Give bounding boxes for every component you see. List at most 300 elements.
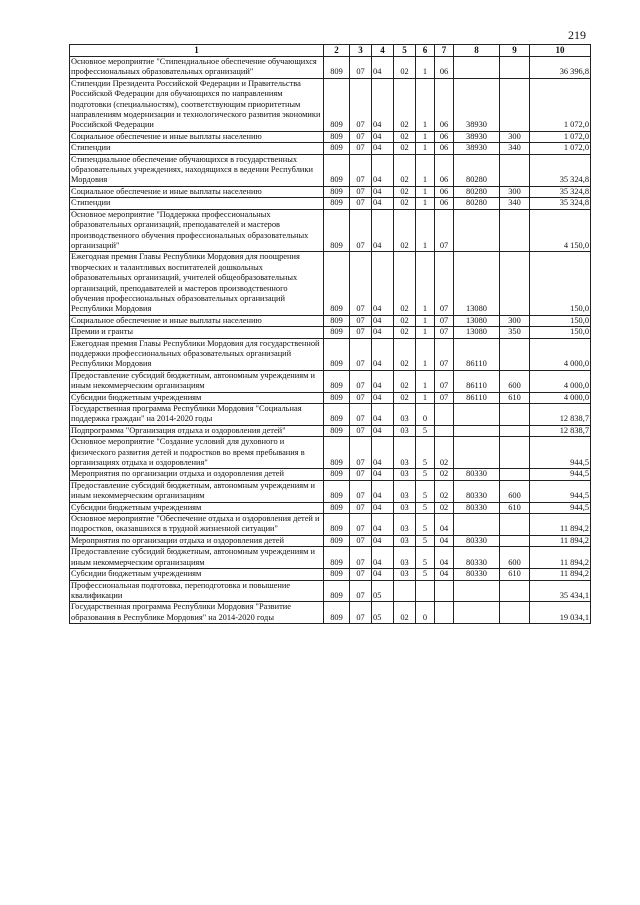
amount-cell: 1 072,0 [530, 131, 591, 142]
column-header: 1 [70, 45, 324, 57]
table-row [70, 392, 591, 403]
table-row [70, 327, 591, 338]
program-cell: 02 [394, 370, 416, 392]
direction-cell [454, 57, 500, 79]
row-name-cell: Основное мероприятие "Стипендиальное обеспечение обучающихся профессиональных образовательных организаций" [70, 57, 324, 79]
amount-cell: 150,0 [530, 327, 591, 338]
expense-type-cell: 610 [500, 392, 530, 403]
subprogram-cell: 5 [416, 469, 435, 480]
subsection-cell: 04 [372, 57, 394, 79]
event-cell: 07 [435, 392, 454, 403]
event-cell: 06 [435, 154, 454, 186]
row-name-cell: Социальное обеспечение и иные выплаты населению [70, 131, 324, 142]
subsection-cell: 04 [372, 514, 394, 536]
subprogram-cell: 1 [416, 57, 435, 79]
subsection-cell: 04 [372, 404, 394, 426]
table-row [70, 198, 591, 209]
direction-cell [454, 404, 500, 426]
event-cell: 07 [435, 327, 454, 338]
ministry-code-cell: 809 [324, 186, 350, 197]
direction-cell: 86110 [454, 370, 500, 392]
subprogram-cell: 0 [416, 404, 435, 426]
row-name-cell: Государственная программа Республики Мордовия "Развитие образования в Республике Мордовия" на 2014-2020 годы [70, 602, 324, 624]
row-name-cell: Субсидии бюджетным учреждениям [70, 392, 324, 403]
subsection-cell: 04 [372, 143, 394, 154]
direction-cell [454, 437, 500, 469]
program-cell: 03 [394, 569, 416, 580]
subprogram-cell: 1 [416, 327, 435, 338]
amount-cell: 150,0 [530, 252, 591, 315]
subsection-cell: 04 [372, 535, 394, 546]
section-cell: 07 [350, 425, 372, 436]
table-row [70, 502, 591, 513]
event-cell: 06 [435, 186, 454, 197]
budget-table [69, 44, 591, 624]
subsection-cell: 04 [372, 569, 394, 580]
expense-type-cell [500, 78, 530, 131]
column-header: 3 [350, 45, 372, 57]
subprogram-cell: 1 [416, 78, 435, 131]
amount-cell: 35 324,8 [530, 154, 591, 186]
direction-cell [454, 514, 500, 536]
column-header: 2 [324, 45, 350, 57]
program-cell: 02 [394, 198, 416, 209]
amount-cell: 11 894,2 [530, 514, 591, 536]
section-cell: 07 [350, 392, 372, 403]
expense-type-cell [500, 580, 530, 602]
row-name-cell: Социальное обеспечение и иные выплаты населению [70, 315, 324, 326]
event-cell: 07 [435, 252, 454, 315]
section-cell: 07 [350, 154, 372, 186]
column-header: 8 [454, 45, 500, 57]
ministry-code-cell: 809 [324, 209, 350, 252]
amount-cell: 4 000,0 [530, 370, 591, 392]
table-row [70, 78, 591, 131]
row-name-cell: Премии и гранты [70, 327, 324, 338]
subprogram-cell: 0 [416, 602, 435, 624]
column-header: 4 [372, 45, 394, 57]
table-row [70, 252, 591, 315]
row-name-cell: Предоставление субсидий бюджетным, автономным учреждениям и иным некоммерческим организациям [70, 547, 324, 569]
amount-cell: 1 072,0 [530, 78, 591, 131]
amount-cell: 35 324,8 [530, 198, 591, 209]
row-name-cell: Предоставление субсидий бюджетным, автономным учреждениям и иным некоммерческим организациям [70, 480, 324, 502]
ministry-code-cell: 809 [324, 569, 350, 580]
row-name-cell: Субсидии бюджетным учреждениям [70, 569, 324, 580]
subsection-cell: 04 [372, 480, 394, 502]
ministry-code-cell: 809 [324, 143, 350, 154]
table-row [70, 186, 591, 197]
table-row [70, 338, 591, 370]
amount-cell: 19 034,1 [530, 602, 591, 624]
row-name-cell: Социальное обеспечение и иные выплаты населению [70, 186, 324, 197]
ministry-code-cell: 809 [324, 327, 350, 338]
expense-type-cell: 600 [500, 547, 530, 569]
expense-type-cell [500, 252, 530, 315]
ministry-code-cell: 809 [324, 57, 350, 79]
subprogram-cell: 5 [416, 514, 435, 536]
amount-cell: 944,5 [530, 437, 591, 469]
program-cell: 03 [394, 425, 416, 436]
row-name-cell: Стипендии [70, 198, 324, 209]
table-row [70, 437, 591, 469]
subprogram-cell: 1 [416, 392, 435, 403]
program-cell: 03 [394, 437, 416, 469]
subprogram-cell: 1 [416, 338, 435, 370]
subsection-cell: 04 [372, 154, 394, 186]
section-cell: 07 [350, 327, 372, 338]
subsection-cell: 04 [372, 131, 394, 142]
subsection-cell: 04 [372, 78, 394, 131]
direction-cell: 38930 [454, 78, 500, 131]
section-cell: 07 [350, 131, 372, 142]
subprogram-cell: 5 [416, 502, 435, 513]
table-row [70, 514, 591, 536]
event-cell [435, 404, 454, 426]
direction-cell: 86110 [454, 392, 500, 403]
subsection-cell: 04 [372, 425, 394, 436]
subsection-cell: 04 [372, 469, 394, 480]
subprogram-cell: 1 [416, 131, 435, 142]
row-name-cell: Основное мероприятие "Обеспечение отдыха и оздоровления детей и подростков, оказавшихся в трудной жизненной ситуации" [70, 514, 324, 536]
section-cell: 07 [350, 143, 372, 154]
section-cell: 07 [350, 580, 372, 602]
direction-cell: 80330 [454, 469, 500, 480]
program-cell: 03 [394, 547, 416, 569]
expense-type-cell [500, 209, 530, 252]
subprogram-cell: 5 [416, 480, 435, 502]
row-name-cell: Основное мероприятие "Создание условий для духовного и физического развития детей и подростков во время пребывания в организациях отдыха и оздоровления" [70, 437, 324, 469]
section-cell: 07 [350, 535, 372, 546]
direction-cell: 80330 [454, 535, 500, 546]
amount-cell: 4 150,0 [530, 209, 591, 252]
amount-cell: 35 434,1 [530, 580, 591, 602]
table-header-row [70, 45, 591, 57]
ministry-code-cell: 809 [324, 315, 350, 326]
table-row [70, 57, 591, 79]
ministry-code-cell: 809 [324, 480, 350, 502]
program-cell: 02 [394, 131, 416, 142]
section-cell: 07 [350, 209, 372, 252]
table-row [70, 547, 591, 569]
event-cell: 07 [435, 370, 454, 392]
subsection-cell: 04 [372, 252, 394, 315]
row-name-cell: Ежегодная премия Главы Республики Мордовия для государственной поддержки профессиональных образовательных организаций Республики Мордовия [70, 338, 324, 370]
table-row [70, 425, 591, 436]
table-row [70, 143, 591, 154]
section-cell: 07 [350, 469, 372, 480]
expense-type-cell: 600 [500, 370, 530, 392]
program-cell [394, 580, 416, 602]
direction-cell: 80280 [454, 198, 500, 209]
expense-type-cell: 340 [500, 143, 530, 154]
program-cell: 02 [394, 315, 416, 326]
amount-cell: 12 838,7 [530, 404, 591, 426]
amount-cell: 944,5 [530, 502, 591, 513]
direction-cell: 13080 [454, 315, 500, 326]
event-cell: 02 [435, 437, 454, 469]
section-cell: 07 [350, 57, 372, 79]
expense-type-cell [500, 535, 530, 546]
amount-cell: 944,5 [530, 469, 591, 480]
ministry-code-cell: 809 [324, 404, 350, 426]
ministry-code-cell: 809 [324, 370, 350, 392]
program-cell: 02 [394, 186, 416, 197]
table-row [70, 154, 591, 186]
direction-cell: 38930 [454, 143, 500, 154]
section-cell: 07 [350, 404, 372, 426]
direction-cell: 13080 [454, 252, 500, 315]
subprogram-cell: 5 [416, 425, 435, 436]
event-cell: 06 [435, 143, 454, 154]
row-name-cell: Подпрограмма "Организация отдыха и оздоровления детей" [70, 425, 324, 436]
subsection-cell: 04 [372, 338, 394, 370]
event-cell: 02 [435, 480, 454, 502]
subsection-cell: 04 [372, 315, 394, 326]
event-cell: 04 [435, 569, 454, 580]
row-name-cell: Государственная программа Республики Мордовия "Социальная поддержка граждан" на 2014-2020 годы [70, 404, 324, 426]
subprogram-cell: 1 [416, 370, 435, 392]
expense-type-cell: 300 [500, 131, 530, 142]
direction-cell: 86110 [454, 338, 500, 370]
table-row [70, 580, 591, 602]
subprogram-cell: 1 [416, 198, 435, 209]
amount-cell: 1 072,0 [530, 143, 591, 154]
subsection-cell: 04 [372, 209, 394, 252]
program-cell: 02 [394, 327, 416, 338]
row-name-cell: Стипендии Президента Российской Федерации и Правительства Российской Федерации для обучающихся по направлениям подготовки (специальностям), соответствующим приоритетным направлениям модернизации и технологического развития экономики Российской Федерации [70, 78, 324, 131]
section-cell: 07 [350, 437, 372, 469]
event-cell: 04 [435, 514, 454, 536]
event-cell: 07 [435, 315, 454, 326]
program-cell: 02 [394, 154, 416, 186]
table-row [70, 469, 591, 480]
program-cell: 02 [394, 209, 416, 252]
amount-cell: 36 396,8 [530, 57, 591, 79]
row-name-cell: Предоставление субсидий бюджетным, автономным учреждениям и иным некоммерческим организациям [70, 370, 324, 392]
direction-cell [454, 425, 500, 436]
row-name-cell: Мероприятия по организации отдыха и оздоровления детей [70, 535, 324, 546]
row-name-cell: Профессиональная подготовка, переподготовка и повышение квалификации [70, 580, 324, 602]
direction-cell [454, 602, 500, 624]
subprogram-cell: 1 [416, 143, 435, 154]
table-body [70, 57, 591, 624]
subprogram-cell: 1 [416, 209, 435, 252]
event-cell: 02 [435, 469, 454, 480]
subprogram-cell: 1 [416, 315, 435, 326]
program-cell: 02 [394, 252, 416, 315]
amount-cell: 11 894,2 [530, 547, 591, 569]
direction-cell: 80280 [454, 186, 500, 197]
table-row [70, 131, 591, 142]
subsection-cell: 04 [372, 198, 394, 209]
section-cell: 07 [350, 370, 372, 392]
program-cell: 02 [394, 78, 416, 131]
subsection-cell: 04 [372, 437, 394, 469]
section-cell: 07 [350, 315, 372, 326]
section-cell: 07 [350, 198, 372, 209]
column-header: 10 [530, 45, 591, 57]
expense-type-cell: 300 [500, 186, 530, 197]
subprogram-cell: 5 [416, 547, 435, 569]
subprogram-cell [416, 580, 435, 602]
column-header: 5 [394, 45, 416, 57]
event-cell: 04 [435, 547, 454, 569]
expense-type-cell [500, 602, 530, 624]
table-row [70, 370, 591, 392]
program-cell: 03 [394, 480, 416, 502]
ministry-code-cell: 809 [324, 392, 350, 403]
row-name-cell: Субсидии бюджетным учреждениям [70, 502, 324, 513]
program-cell: 03 [394, 404, 416, 426]
row-name-cell: Стипендии [70, 143, 324, 154]
direction-cell [454, 580, 500, 602]
program-cell: 02 [394, 602, 416, 624]
event-cell: 06 [435, 57, 454, 79]
subsection-cell: 04 [372, 327, 394, 338]
event-cell: 06 [435, 131, 454, 142]
table-row [70, 602, 591, 624]
ministry-code-cell: 809 [324, 198, 350, 209]
amount-cell: 150,0 [530, 315, 591, 326]
event-cell: 07 [435, 209, 454, 252]
section-cell: 07 [350, 514, 372, 536]
subprogram-cell: 1 [416, 252, 435, 315]
event-cell: 04 [435, 535, 454, 546]
row-name-cell: Ежегодная премия Главы Республики Мордовия для поощрения творческих и талантливых воспитателей дошкольных образовательных организаций, учителей общеобразовательных организаций, преподавателей и мастеров производственного обучения профессиональных образовательных организаций Республики Мордовия [70, 252, 324, 315]
amount-cell: 12 838,7 [530, 425, 591, 436]
event-cell: 06 [435, 78, 454, 131]
page-number: 219 [568, 28, 586, 42]
ministry-code-cell: 809 [324, 154, 350, 186]
ministry-code-cell: 809 [324, 580, 350, 602]
row-name-cell: Основное мероприятие "Поддержка профессиональных образовательных организаций, преподавателей и мастеров производственного обучения профессиональных образовательных организаций" [70, 209, 324, 252]
ministry-code-cell: 809 [324, 78, 350, 131]
subprogram-cell: 1 [416, 186, 435, 197]
expense-type-cell [500, 469, 530, 480]
expense-type-cell [500, 425, 530, 436]
table-row [70, 404, 591, 426]
expense-type-cell [500, 404, 530, 426]
subprogram-cell: 5 [416, 569, 435, 580]
subsection-cell: 04 [372, 502, 394, 513]
subprogram-cell: 1 [416, 154, 435, 186]
ministry-code-cell: 809 [324, 602, 350, 624]
direction-cell: 80330 [454, 547, 500, 569]
direction-cell [454, 209, 500, 252]
section-cell: 07 [350, 602, 372, 624]
expense-type-cell: 340 [500, 198, 530, 209]
event-cell [435, 425, 454, 436]
amount-cell: 4 000,0 [530, 392, 591, 403]
section-cell: 07 [350, 252, 372, 315]
expense-type-cell [500, 437, 530, 469]
expense-type-cell: 300 [500, 315, 530, 326]
expense-type-cell [500, 514, 530, 536]
section-cell: 07 [350, 78, 372, 131]
subsection-cell: 05 [372, 580, 394, 602]
amount-cell: 944,5 [530, 480, 591, 502]
column-header: 6 [416, 45, 435, 57]
program-cell: 03 [394, 535, 416, 546]
table-row [70, 209, 591, 252]
expense-type-cell: 610 [500, 569, 530, 580]
section-cell: 07 [350, 547, 372, 569]
ministry-code-cell: 809 [324, 469, 350, 480]
direction-cell: 13080 [454, 327, 500, 338]
ministry-code-cell: 809 [324, 502, 350, 513]
subsection-cell: 04 [372, 186, 394, 197]
subsection-cell: 04 [372, 547, 394, 569]
table-row [70, 480, 591, 502]
program-cell: 02 [394, 392, 416, 403]
amount-cell: 4 000,0 [530, 338, 591, 370]
event-cell: 02 [435, 502, 454, 513]
ministry-code-cell: 809 [324, 535, 350, 546]
event-cell: 06 [435, 198, 454, 209]
event-cell [435, 580, 454, 602]
section-cell: 07 [350, 502, 372, 513]
subsection-cell: 05 [372, 602, 394, 624]
section-cell: 07 [350, 480, 372, 502]
section-cell: 07 [350, 569, 372, 580]
amount-cell: 11 894,2 [530, 535, 591, 546]
direction-cell: 38930 [454, 131, 500, 142]
ministry-code-cell: 809 [324, 437, 350, 469]
section-cell: 07 [350, 338, 372, 370]
program-cell: 03 [394, 514, 416, 536]
column-header: 9 [500, 45, 530, 57]
table-row [70, 569, 591, 580]
subprogram-cell: 5 [416, 535, 435, 546]
event-cell: 07 [435, 338, 454, 370]
direction-cell: 80330 [454, 569, 500, 580]
column-header: 7 [435, 45, 454, 57]
event-cell [435, 602, 454, 624]
amount-cell: 35 324,8 [530, 186, 591, 197]
ministry-code-cell: 809 [324, 547, 350, 569]
row-name-cell: Мероприятия по организации отдыха и оздоровления детей [70, 469, 324, 480]
subprogram-cell: 5 [416, 437, 435, 469]
program-cell: 03 [394, 469, 416, 480]
subsection-cell: 04 [372, 370, 394, 392]
ministry-code-cell: 809 [324, 425, 350, 436]
expense-type-cell: 600 [500, 480, 530, 502]
subsection-cell: 04 [372, 392, 394, 403]
ministry-code-cell: 809 [324, 252, 350, 315]
ministry-code-cell: 809 [324, 514, 350, 536]
expense-type-cell: 610 [500, 502, 530, 513]
expense-type-cell: 350 [500, 327, 530, 338]
amount-cell: 11 894,2 [530, 569, 591, 580]
expense-type-cell [500, 338, 530, 370]
direction-cell: 80330 [454, 480, 500, 502]
direction-cell: 80330 [454, 502, 500, 513]
program-cell: 02 [394, 338, 416, 370]
ministry-code-cell: 809 [324, 131, 350, 142]
section-cell: 07 [350, 186, 372, 197]
table-row [70, 315, 591, 326]
program-cell: 02 [394, 143, 416, 154]
program-cell: 03 [394, 502, 416, 513]
ministry-code-cell: 809 [324, 338, 350, 370]
table-row [70, 535, 591, 546]
program-cell: 02 [394, 57, 416, 79]
expense-type-cell [500, 57, 530, 79]
row-name-cell: Стипендиальное обеспечение обучающихся в государственных образовательных учреждениях, находящихся в ведении Республики Мордовия [70, 154, 324, 186]
expense-type-cell [500, 154, 530, 186]
direction-cell: 80280 [454, 154, 500, 186]
